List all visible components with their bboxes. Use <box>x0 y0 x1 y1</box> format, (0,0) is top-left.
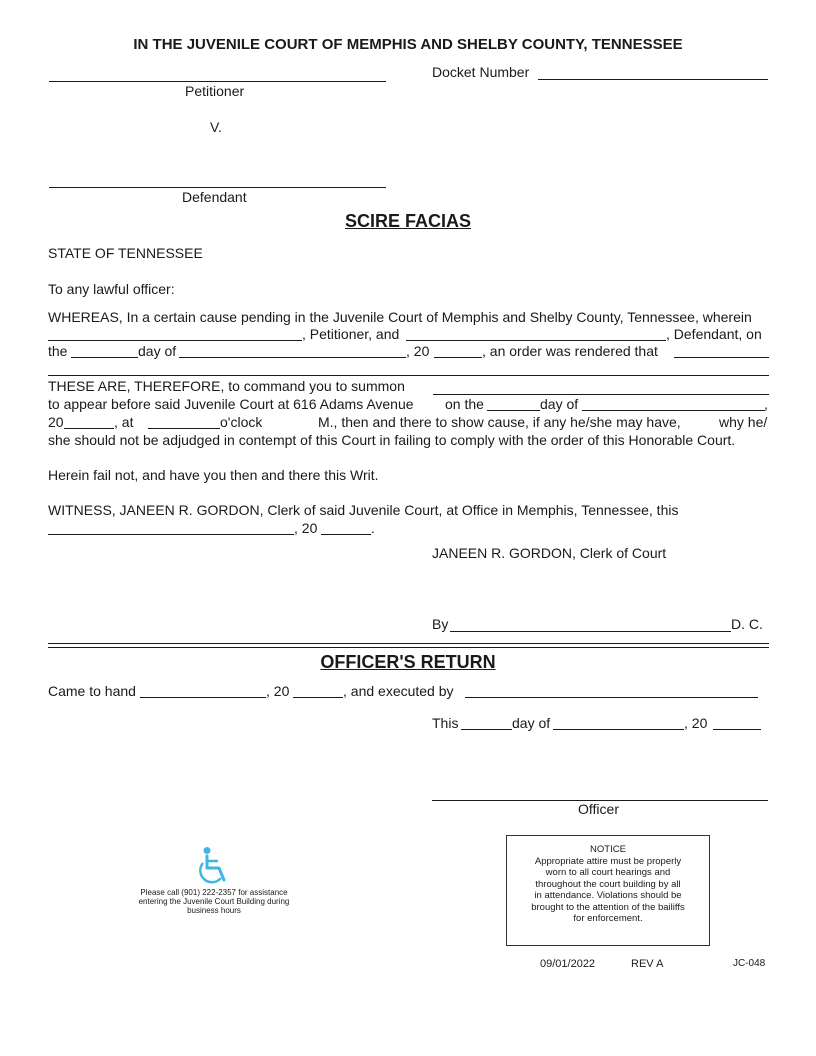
accessibility-line-2: entering the Juvenile Court Building during <box>138 897 290 906</box>
executed-by-label: , and executed by <box>343 683 454 699</box>
defendant-on-text: , Defendant, on <box>666 326 762 342</box>
summon-name-field[interactable] <box>433 394 769 395</box>
appear-year-prefix: 20 <box>48 414 64 430</box>
officers-return-heading: OFFICER'S RETURN <box>320 652 496 672</box>
notice-line-3: throughout the court building by all <box>535 878 681 890</box>
came-year-field[interactable] <box>293 697 343 698</box>
clerk-name: JANEEN R. GORDON, Clerk of Court <box>432 545 667 561</box>
state-label: STATE OF TENNESSEE <box>48 245 203 261</box>
order-continuation-field[interactable] <box>48 375 769 376</box>
order-field[interactable] <box>674 357 769 358</box>
accessibility-line-1: Please call (901) 222-2357 for assistance <box>140 888 288 897</box>
return-year-prefix: , 20 <box>684 715 708 731</box>
order-month-field[interactable] <box>179 357 406 358</box>
petitioner-name-field[interactable] <box>48 340 302 341</box>
notice-line-4: in attendance. Violations should be <box>534 890 682 901</box>
notice-title: NOTICE <box>590 844 626 855</box>
show-cause-text: M., then and there to show cause, if any he/she may have, <box>318 414 681 430</box>
defendant-label: Defendant <box>182 189 247 205</box>
why-text: why he/ <box>719 414 768 430</box>
witness-date-field[interactable] <box>48 534 294 535</box>
by-label: By <box>432 616 449 632</box>
this-label: This <box>432 715 459 731</box>
witness-text: WITNESS, JANEEN R. GORDON, Clerk of said Juvenile Court, at Office in Memphis, Tennessee, this <box>48 502 679 518</box>
notice-line-1: Appropriate attire must be properly <box>534 855 682 867</box>
accessibility-line-3: business hours <box>187 906 241 915</box>
docket-number-field[interactable] <box>538 79 768 80</box>
form-id: JC-048 <box>733 958 766 969</box>
witness-period: . <box>371 520 375 536</box>
appear-year-field[interactable] <box>64 428 114 429</box>
notice-line-5: brought to the attention of the bailiffs <box>531 901 685 913</box>
comma-1: , <box>764 396 768 412</box>
witness-year-prefix: , 20 <box>294 520 318 536</box>
wheelchair-icon <box>191 846 237 888</box>
form-date: 09/01/2022 <box>540 958 596 970</box>
defendant-name-field[interactable] <box>406 340 666 341</box>
contempt-text: she should not be adjudged in contempt of this Court in failing to comply with the order of this Honorable Court. <box>48 432 736 448</box>
court-title: IN THE JUVENILE COURT OF MEMPHIS AND SHELBY COUNTY, TENNESSEE <box>133 36 683 53</box>
return-year-field[interactable] <box>713 729 761 730</box>
at-text: , at <box>114 414 134 430</box>
the-text: the <box>48 343 68 359</box>
notice-line-6: for enforcement. <box>573 913 643 924</box>
oclock-text: o'clock <box>220 414 263 430</box>
petitioner-and-text: , Petitioner, and <box>302 326 400 342</box>
appear-month-field[interactable] <box>582 410 765 411</box>
on-the-text: on the <box>445 396 484 412</box>
day-of-text-2: day of <box>540 396 579 412</box>
accessibility-info <box>114 888 314 915</box>
order-day-field[interactable] <box>71 357 138 358</box>
dc-label: D. C. <box>731 616 763 632</box>
docket-label: Docket Number <box>432 64 530 80</box>
day-of-text: day of <box>138 343 177 359</box>
came-to-hand-label: Came to hand <box>48 683 136 699</box>
to-officer-label: To any lawful officer: <box>48 281 175 297</box>
versus-label: V. <box>210 119 222 135</box>
order-year-field[interactable] <box>434 357 482 358</box>
appear-time-field[interactable] <box>148 428 220 429</box>
whereas-text: WHEREAS, In a certain cause pending in the Juvenile Court of Memphis and Shelby County, Tennessee, wherein <box>48 309 752 325</box>
return-day-field[interactable] <box>461 729 512 730</box>
notice-box <box>506 835 710 946</box>
return-day-of-label: day of <box>512 715 551 731</box>
executed-by-field[interactable] <box>465 697 758 698</box>
appear-day-field[interactable] <box>487 410 540 411</box>
separator-line-top <box>48 643 769 644</box>
command-text: THESE ARE, THEREFORE, to command you to summon <box>48 378 405 394</box>
separator-line-bottom <box>48 647 769 648</box>
notice-line-2: worn to all court hearings and <box>545 867 671 878</box>
officer-label: Officer <box>578 801 619 817</box>
came-to-hand-date-field[interactable] <box>140 697 266 698</box>
petitioner-line[interactable] <box>49 81 386 82</box>
order-rendered-text: , an order was rendered that <box>482 343 658 359</box>
form-revision: REV A <box>631 958 664 970</box>
return-month-field[interactable] <box>553 729 684 730</box>
form-title: SCIRE FACIAS <box>344 211 472 231</box>
petitioner-label: Petitioner <box>185 83 245 99</box>
deputy-clerk-signature-field[interactable] <box>450 631 731 632</box>
witness-year-field[interactable] <box>321 534 371 535</box>
appear-text: to appear before said Juvenile Court at 616 Adams Avenue <box>48 396 414 412</box>
fail-not-text: Herein fail not, and have you then and there this Writ. <box>48 467 379 483</box>
defendant-line[interactable] <box>49 187 386 188</box>
came-year-prefix: , 20 <box>266 683 290 699</box>
year-prefix-text: , 20 <box>406 343 430 359</box>
